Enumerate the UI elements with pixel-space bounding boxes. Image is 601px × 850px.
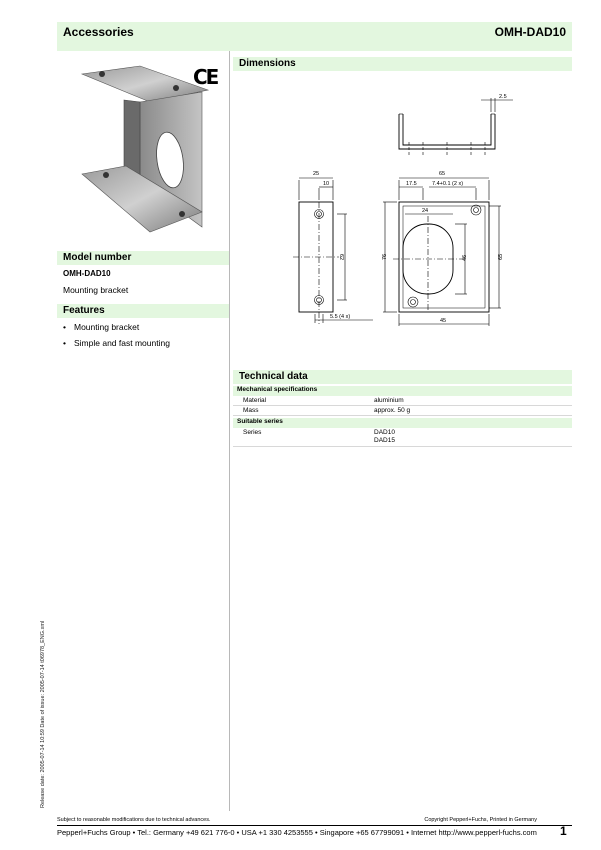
spec-row-mass <box>233 406 572 416</box>
spec-row-series <box>233 428 572 447</box>
category-title: Accessories <box>63 25 134 39</box>
mechanical-spec-heading-text: Mechanical specifications <box>237 386 318 393</box>
product-code: OMH-DAD10 <box>494 25 566 39</box>
series-value: DAD10 <box>374 429 395 436</box>
dim-45: 45 <box>440 318 447 324</box>
dim-25: 25 <box>313 171 320 177</box>
suitable-series-heading <box>233 418 572 428</box>
section-dimensions <box>233 57 572 71</box>
dim-24: 24 <box>422 208 429 214</box>
dim-2-5: 2.5 <box>499 94 507 100</box>
section-features-title: Features <box>63 305 105 316</box>
series-value: DAD15 <box>374 437 395 444</box>
spec-value <box>374 429 395 445</box>
section-dimensions-title: Dimensions <box>239 58 296 69</box>
top-view <box>399 94 513 156</box>
spec-label: Material <box>243 397 267 404</box>
page-number: 1 <box>560 824 567 838</box>
bullet: • <box>63 322 66 332</box>
section-technical-data <box>233 370 572 384</box>
dim-7-4: 7.4+0.1 (2 x) <box>432 181 464 187</box>
ce-mark: CE <box>193 65 218 89</box>
feature-item <box>63 322 139 332</box>
spec-value: aluminium <box>374 397 404 404</box>
footer-note: Subject to reasonable modifications due to technical advances. <box>57 817 211 823</box>
dim-46: 46 <box>462 254 468 261</box>
dim-5-5: 5.5 (4 x) <box>330 314 351 320</box>
feature-text: Mounting bracket <box>74 322 140 332</box>
side-view <box>293 171 373 324</box>
suitable-series-heading-text: Suitable series <box>237 418 283 425</box>
model-description: Mounting bracket <box>63 285 129 295</box>
spec-label: Series <box>243 429 262 436</box>
section-model-number <box>57 251 229 265</box>
release-info: Release date: 2005-07-14 10:59 Date of issue: 2005-07-14 t06978_ENG.xml <box>40 620 46 808</box>
dim-10: 10 <box>323 181 330 187</box>
footer-divider <box>57 825 572 826</box>
spec-value: approx. 50 g <box>374 407 411 414</box>
dimension-drawing <box>233 74 572 344</box>
model-name: OMH-DAD10 <box>63 269 111 278</box>
page-header <box>57 22 572 51</box>
dim-62: 62 <box>338 254 344 261</box>
dim-76: 76 <box>382 253 388 260</box>
column-divider <box>229 51 230 811</box>
section-model-number-title: Model number <box>63 252 132 263</box>
product-photo <box>80 62 210 237</box>
dim-17-5: 17.5 <box>406 181 417 187</box>
spec-row-material <box>233 396 572 406</box>
section-technical-data-title: Technical data <box>239 371 308 382</box>
dim-65-top: 65 <box>439 171 446 177</box>
footer-contact: Pepperl+Fuchs Group • Tel.: Germany +49 621 776-0 • USA +1 330 4253555 • Singapore +65 67799091 • Internet http://www.pepperl-fuchs.com <box>57 828 537 837</box>
front-view <box>382 171 504 326</box>
spec-label: Mass <box>243 407 259 414</box>
dim-65-side: 65 <box>498 253 504 260</box>
mechanical-spec-heading <box>233 386 572 396</box>
feature-text: Simple and fast mounting <box>74 338 170 348</box>
feature-item <box>63 338 170 348</box>
bullet: • <box>63 338 66 348</box>
section-features <box>57 304 229 318</box>
footer-copyright: Copyright Pepperl+Fuchs, Printed in Germany <box>424 817 537 823</box>
